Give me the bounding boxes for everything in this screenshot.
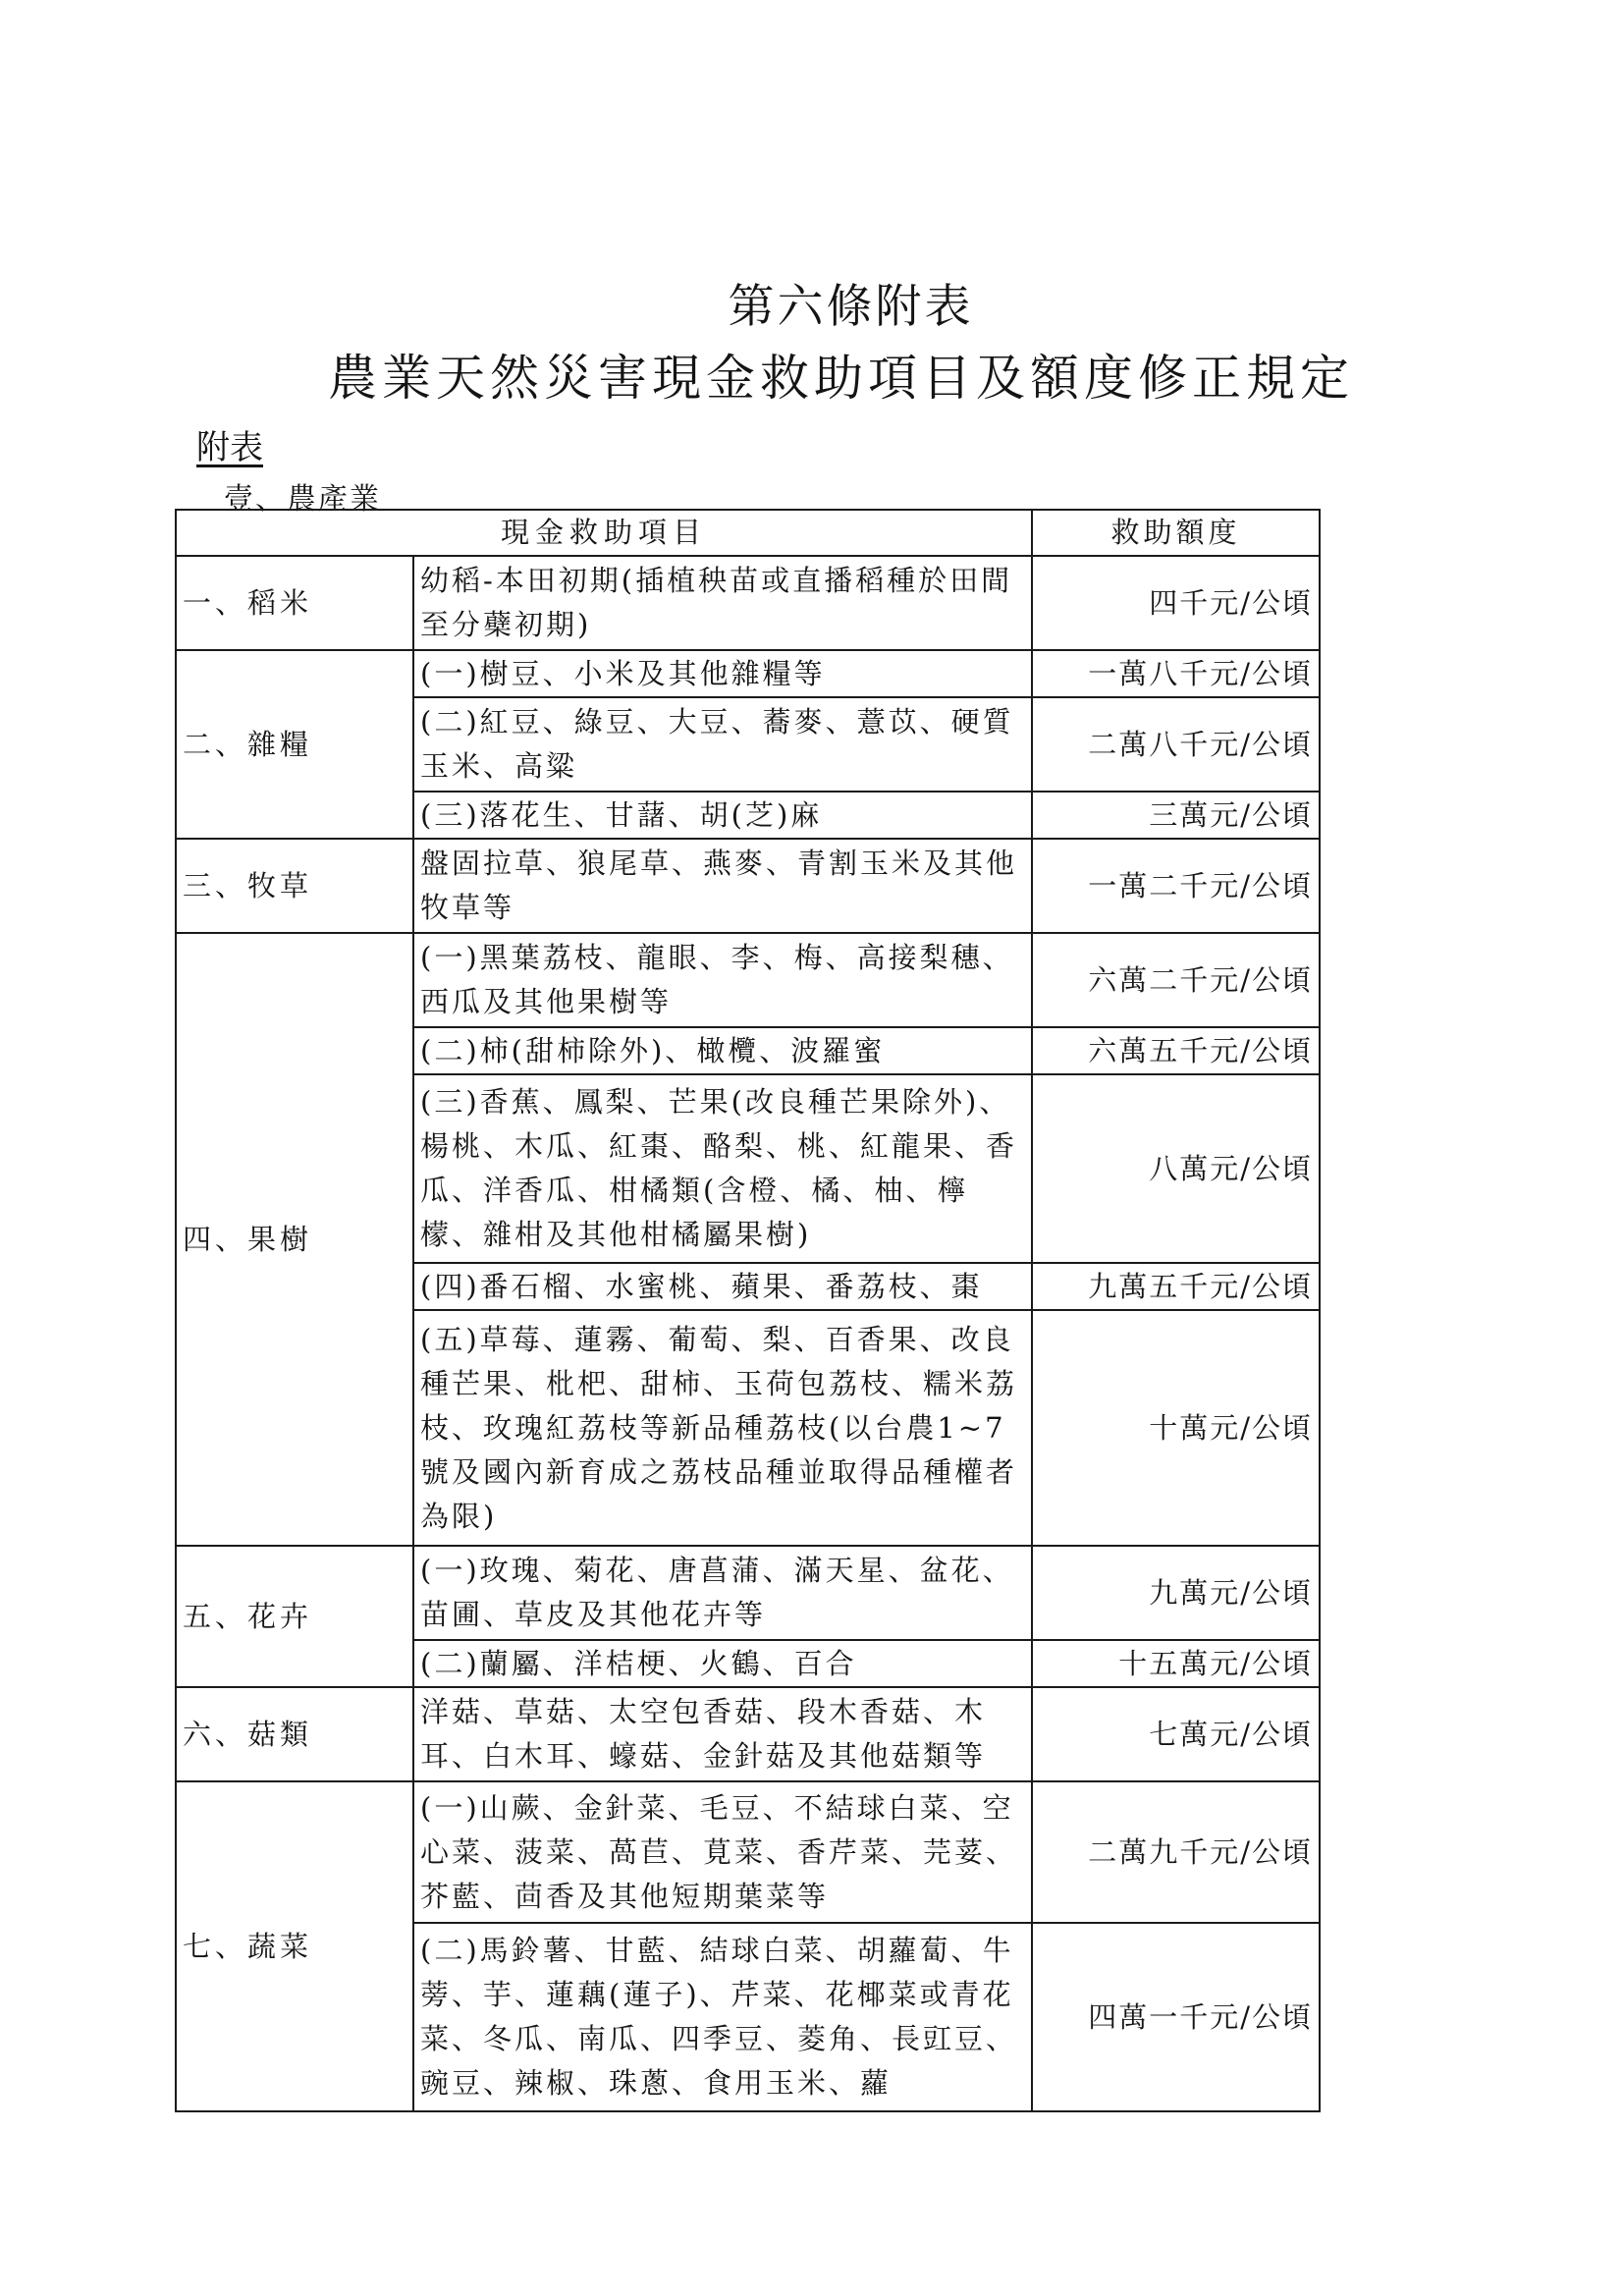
table-row xyxy=(176,1781,1320,1923)
item-cell: (五)草莓、蓮霧、葡萄、梨、百香果、改良種芒果、枇杷、甜柿、玉荷包荔枝、糯米荔枝、玫瑰紅荔枝等新品種荔枝(以台農1~7號及國內新育成之荔枝品種並取得品種權者為限) xyxy=(413,1310,1032,1546)
item-cell: (三)香蕉、鳳梨、芒果(改良種芒果除外)、楊桃、木瓜、紅棗、酪梨、桃、紅龍果、香瓜、洋香瓜、柑橘類(含橙、橘、柚、檸檬、雜柑及其他柑橘屬果樹) xyxy=(413,1074,1032,1263)
amount-cell: 二萬八千元/公頃 xyxy=(1032,697,1320,792)
header-amount: 救助額度 xyxy=(1032,510,1320,556)
table-row xyxy=(176,650,1320,697)
header-item: 現金救助項目 xyxy=(176,510,1032,556)
table-row xyxy=(176,839,1320,933)
amount-cell: 十五萬元/公頃 xyxy=(1032,1640,1320,1687)
category-fruit-trees: 四、果樹 xyxy=(176,933,413,1546)
section-label: 壹、農產業 xyxy=(224,482,381,517)
item-cell: (二)馬鈴薯、甘藍、結球白菜、胡蘿蔔、牛蒡、芋、蓮藕(蓮子)、芹菜、花椰菜或青花菜、冬瓜、南瓜、四季豆、菱角、長豇豆、豌豆、辣椒、珠蔥、食用玉米、蘿 xyxy=(413,1923,1032,2111)
amount-cell: 四千元/公頃 xyxy=(1032,556,1320,650)
item-cell: (一)山蕨、金針菜、毛豆、不結球白菜、空心菜、菠菜、萵苣、莧菜、香芹菜、芫荽、芥藍、茴香及其他短期葉菜等 xyxy=(413,1781,1032,1923)
item-cell: 洋菇、草菇、太空包香菇、段木香菇、木耳、白木耳、蠔菇、金針菇及其他菇類等 xyxy=(413,1687,1032,1781)
item-cell: (三)落花生、甘藷、胡(芝)麻 xyxy=(413,792,1032,839)
category-mushrooms: 六、菇類 xyxy=(176,1687,413,1781)
item-cell: 盤固拉草、狼尾草、燕麥、青割玉米及其他牧草等 xyxy=(413,839,1032,933)
amount-cell: 一萬二千元/公頃 xyxy=(1032,839,1320,933)
document-title: 第六條附表 xyxy=(728,280,974,334)
item-cell: (一)玫瑰、菊花、唐菖蒲、滿天星、盆花、苗圃、草皮及其他花卉等 xyxy=(413,1546,1032,1640)
relief-table xyxy=(175,509,1321,2112)
amount-cell: 八萬元/公頃 xyxy=(1032,1074,1320,1263)
category-forage: 三、牧草 xyxy=(176,839,413,933)
amount-cell: 九萬元/公頃 xyxy=(1032,1546,1320,1640)
item-cell: (二)柿(甜柿除外)、橄欖、波羅蜜 xyxy=(413,1027,1032,1074)
item-cell: (一)樹豆、小米及其他雜糧等 xyxy=(413,650,1032,697)
amount-cell: 十萬元/公頃 xyxy=(1032,1310,1320,1546)
table-header-row xyxy=(176,510,1320,556)
amount-cell: 六萬二千元/公頃 xyxy=(1032,933,1320,1027)
annex-label: 附表 xyxy=(196,428,263,467)
amount-cell: 三萬元/公頃 xyxy=(1032,792,1320,839)
table-row xyxy=(176,556,1320,650)
item-cell: (二)蘭屬、洋桔梗、火鶴、百合 xyxy=(413,1640,1032,1687)
item-cell: (四)番石榴、水蜜桃、蘋果、番荔枝、棗 xyxy=(413,1263,1032,1310)
category-flowers: 五、花卉 xyxy=(176,1546,413,1687)
item-cell: 幼稻-本田初期(插植秧苗或直播稻種於田間至分蘗初期) xyxy=(413,556,1032,650)
amount-cell: 六萬五千元/公頃 xyxy=(1032,1027,1320,1074)
table-row xyxy=(176,933,1320,1027)
document-subtitle: 農業天然災害現金救助項目及額度修正規定 xyxy=(328,350,1354,407)
table-row xyxy=(176,1546,1320,1640)
amount-cell: 一萬八千元/公頃 xyxy=(1032,650,1320,697)
amount-cell: 七萬元/公頃 xyxy=(1032,1687,1320,1781)
amount-cell: 四萬一千元/公頃 xyxy=(1032,1923,1320,2111)
category-grains: 二、雜糧 xyxy=(176,650,413,839)
amount-cell: 九萬五千元/公頃 xyxy=(1032,1263,1320,1310)
item-cell: (二)紅豆、綠豆、大豆、蕎麥、薏苡、硬質玉米、高粱 xyxy=(413,697,1032,792)
item-cell: (一)黑葉荔枝、龍眼、李、梅、高接梨穗、西瓜及其他果樹等 xyxy=(413,933,1032,1027)
table-row xyxy=(176,1687,1320,1781)
amount-cell: 二萬九千元/公頃 xyxy=(1032,1781,1320,1923)
category-rice: 一、稻米 xyxy=(176,556,413,650)
category-vegetables: 七、蔬菜 xyxy=(176,1781,413,2111)
